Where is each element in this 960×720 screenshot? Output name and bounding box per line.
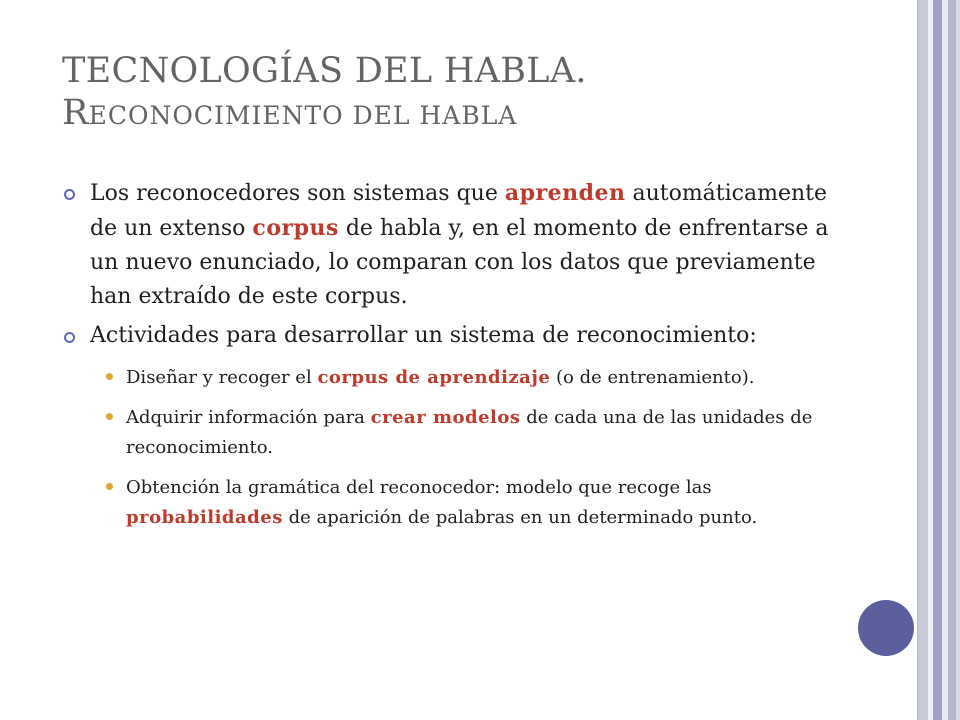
title-line-2 — [62, 92, 882, 137]
title-line-2-initial: R — [62, 93, 89, 133]
highlight-text: aprenden — [504, 180, 626, 206]
list-item — [62, 319, 842, 353]
bullet-dot-icon — [106, 373, 113, 380]
decor-stripe — [948, 0, 956, 720]
list-item — [62, 176, 842, 314]
sub-list-item — [62, 473, 842, 533]
bullet-ring-icon — [64, 189, 75, 200]
sub-bullet-text: Adquirir información para — [126, 407, 371, 428]
bullet-text: de habla y, en el momento de enfrentarse a un nuevo enunciado, lo comparan con los datos que previamente han extraído de este corpus. — [90, 216, 829, 309]
sub-bullet-text: Diseñar y recoger el — [126, 367, 318, 388]
decor-circle — [858, 600, 914, 656]
sub-bullet-text: (o de entrenamiento). — [550, 367, 755, 388]
highlight-text: corpus — [252, 215, 339, 241]
slide-content — [62, 176, 842, 539]
highlight-text: probabilidades — [126, 507, 283, 528]
page-title — [62, 50, 882, 137]
sub-bullet-text: de cada una de las unidades de reconocimiento. — [126, 407, 813, 458]
decor-stripe — [918, 0, 928, 720]
title-line-2-rest: ECONOCIMIENTO DEL HABLA — [88, 101, 518, 130]
bullet-ring-icon — [64, 332, 75, 343]
sub-list-item — [62, 363, 842, 393]
decor-stripe — [956, 0, 960, 720]
bullet-dot-icon — [106, 413, 113, 420]
highlight-text: corpus de aprendizaje — [317, 367, 551, 388]
decor-stripe — [933, 0, 942, 720]
sub-bullet-text: de aparición de palabras en un determinado punto. — [282, 507, 758, 528]
title-line-1: TECNOLOGÍAS DEL HABLA. — [62, 51, 587, 91]
bullet-text: automáticamente de un extenso — [90, 181, 828, 241]
bullet-text: Los reconocedores son sistemas que — [90, 181, 505, 206]
sub-bullet-text: Obtención la gramática del reconocedor: modelo que recoge las — [126, 477, 712, 498]
highlight-text: crear modelos — [370, 407, 521, 428]
bullet-text: Actividades para desarrollar un sistema de reconocimiento: — [90, 323, 757, 348]
bullet-dot-icon — [106, 483, 113, 490]
sub-list-item — [62, 403, 842, 463]
